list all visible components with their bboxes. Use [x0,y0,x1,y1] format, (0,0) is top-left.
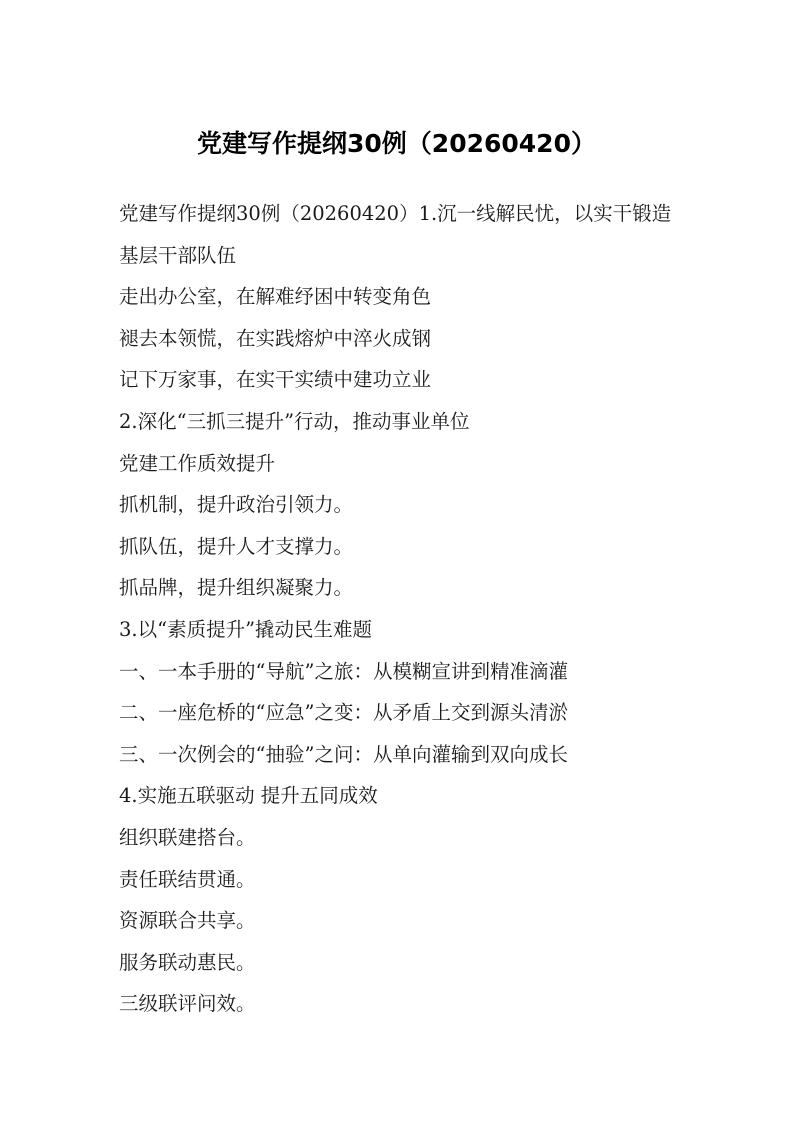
paragraph: 走出办公室，在解难纾困中转变角色 [119,285,432,309]
paragraph: 褪去本领慌，在实践熔炉中淬火成钢 [119,326,432,350]
paragraph: 三、一次例会的“抽验”之问：从单向灌输到双向成长 [119,742,568,766]
paragraph: 记下万家事，在实干实绩中建功立业 [119,368,432,392]
paragraph: 二、一座危桥的“应急”之变：从矛盾上交到源头清淤 [119,701,568,725]
section-heading: 3.以“素质提升”撬动民生难题 [119,617,373,641]
document-body [119,193,684,1025]
paragraph: 责任联结贯通。 [119,867,256,891]
paragraph: 党建写作提纲30例（20260420）1.沉一线解民忧，以实干锻造基层干部队伍 [119,202,672,267]
paragraph: 资源联合共享。 [119,909,256,933]
section-heading: 2.深化“三抓三提升”行动，推动事业单位 [119,409,470,433]
paragraph: 抓品牌，提升组织凝聚力。 [119,576,354,600]
paragraph: 一、一本手册的“导航”之旅：从模糊宣讲到精准滴灌 [119,659,568,683]
paragraph: 三级联评问效。 [119,992,256,1016]
paragraph: 抓队伍，提升人才支撑力。 [119,534,354,558]
section-heading: 4.实施五联驱动 提升五同成效 [119,784,378,808]
paragraph: 组织联建搭台。 [119,825,256,849]
paragraph: 服务联动惠民。 [119,950,256,974]
paragraph: 党建工作质效提升 [119,451,276,475]
document-title: 党建写作提纲30例（20260420） [197,129,596,158]
paragraph: 抓机制，提升政治引领力。 [119,493,354,517]
